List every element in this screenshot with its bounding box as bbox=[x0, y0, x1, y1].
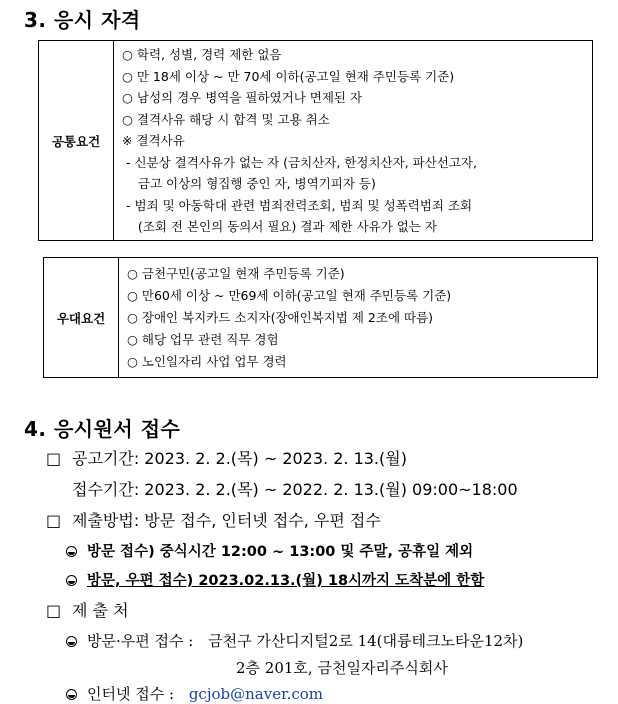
square-bullet-icon: □ bbox=[46, 449, 62, 468]
list-item: 금고 이상의 형집행 중인 자, 병역기피자 등) bbox=[122, 176, 376, 191]
common-requirements-label: 공통요건 bbox=[39, 41, 114, 240]
receipt-period-row bbox=[72, 477, 518, 500]
visit-address-line-2: 2층 201호, 금천일자리주식회사 bbox=[236, 659, 448, 677]
note-2-row bbox=[66, 569, 484, 590]
notice-period-row bbox=[46, 446, 407, 469]
list-item: ○ 학력, 성별, 경력 제한 없음 bbox=[122, 47, 282, 62]
preferred-requirements-box bbox=[43, 257, 598, 378]
destination-title: 제 출 처 bbox=[72, 601, 129, 620]
list-item: ○ 해당 업무 관련 직무 경험 bbox=[127, 332, 279, 347]
online-label: 인터넷 접수 : bbox=[87, 685, 175, 703]
list-item: ○ 금천구민(공고일 현재 주민등록 기준) bbox=[127, 266, 345, 281]
square-bullet-icon: □ bbox=[46, 511, 62, 530]
list-item: ○ 만 18세 이상 ~ 만 70세 이하(공고일 현재 주민등록 기준) bbox=[122, 68, 455, 84]
visit-address-line-1: 금천구 가산디지털2로 14(대륭테크노타운12차) bbox=[208, 632, 524, 650]
section-3-title: 3. 응시 자격 bbox=[24, 8, 141, 32]
notice-period: 공고기간: 2023. 2. 2.(목) ~ 2023. 2. 13.(월) bbox=[72, 449, 407, 468]
note-1-row bbox=[66, 540, 473, 561]
common-requirements-list bbox=[122, 41, 592, 240]
list-item: (조회 전 본인의 동의서 필요) 결과 제한 사유가 없는 자 bbox=[122, 219, 437, 234]
list-item: ○ 남성의 경우 병역을 필하였거나 면제된 자 bbox=[122, 90, 363, 105]
list-item: ○ 장애인 복지카드 소지자(장애인복지법 제 2조에 따름) bbox=[127, 310, 434, 325]
submission-method: 제출방법: 방문 접수, 인터넷 접수, 우편 접수 bbox=[72, 511, 381, 530]
destination-row bbox=[46, 598, 129, 621]
preferred-requirements-list bbox=[127, 258, 597, 377]
receipt-period: 접수기간: 2023. 2. 2.(목) ~ 2022. 2. 13.(월) 09:00~18:00 bbox=[72, 480, 518, 499]
email-link[interactable]: gcjob@naver.com bbox=[188, 685, 324, 703]
list-item: ※ 결격사유 bbox=[122, 133, 185, 148]
method-row bbox=[46, 508, 381, 531]
half-circle-bullet-icon bbox=[66, 546, 77, 557]
note-deadline: 방문, 우편 접수) 2023.02.13.(월) 18시까지 도착분에 한함 bbox=[87, 573, 485, 589]
common-requirements-box bbox=[38, 40, 593, 241]
half-circle-bullet-icon bbox=[66, 575, 77, 586]
destination-visit-row bbox=[66, 630, 523, 651]
preferred-requirements-label: 우대요건 bbox=[44, 258, 119, 377]
list-item: ○ 만60세 이상 ~ 만69세 이하(공고일 현재 주민등록 기준) bbox=[127, 288, 452, 303]
list-item: ○ 노인일자리 사업 업무 경력 bbox=[127, 354, 287, 369]
list-item: ○ 결격사유 해당 시 합격 및 고용 취소 bbox=[122, 111, 330, 127]
half-circle-bullet-icon bbox=[66, 636, 77, 647]
list-item: - 범죄 및 아동학대 관련 범죄전력조회, 범죄 및 성폭력범죄 조회 bbox=[122, 197, 473, 213]
section-4-title: 4. 응시원서 접수 bbox=[24, 417, 181, 441]
square-bullet-icon: □ bbox=[46, 601, 62, 620]
visit-mail-label: 방문·우편 접수 : bbox=[87, 632, 194, 650]
note-lunch-hours: 방문 접수) 중식시간 12:00 ~ 13:00 및 주말, 공휴일 제외 bbox=[87, 544, 474, 560]
half-circle-bullet-icon bbox=[66, 689, 77, 700]
list-item: - 신분상 결격사유가 없는 자 (금치산자, 한정치산자, 파산선고자, bbox=[122, 154, 477, 170]
